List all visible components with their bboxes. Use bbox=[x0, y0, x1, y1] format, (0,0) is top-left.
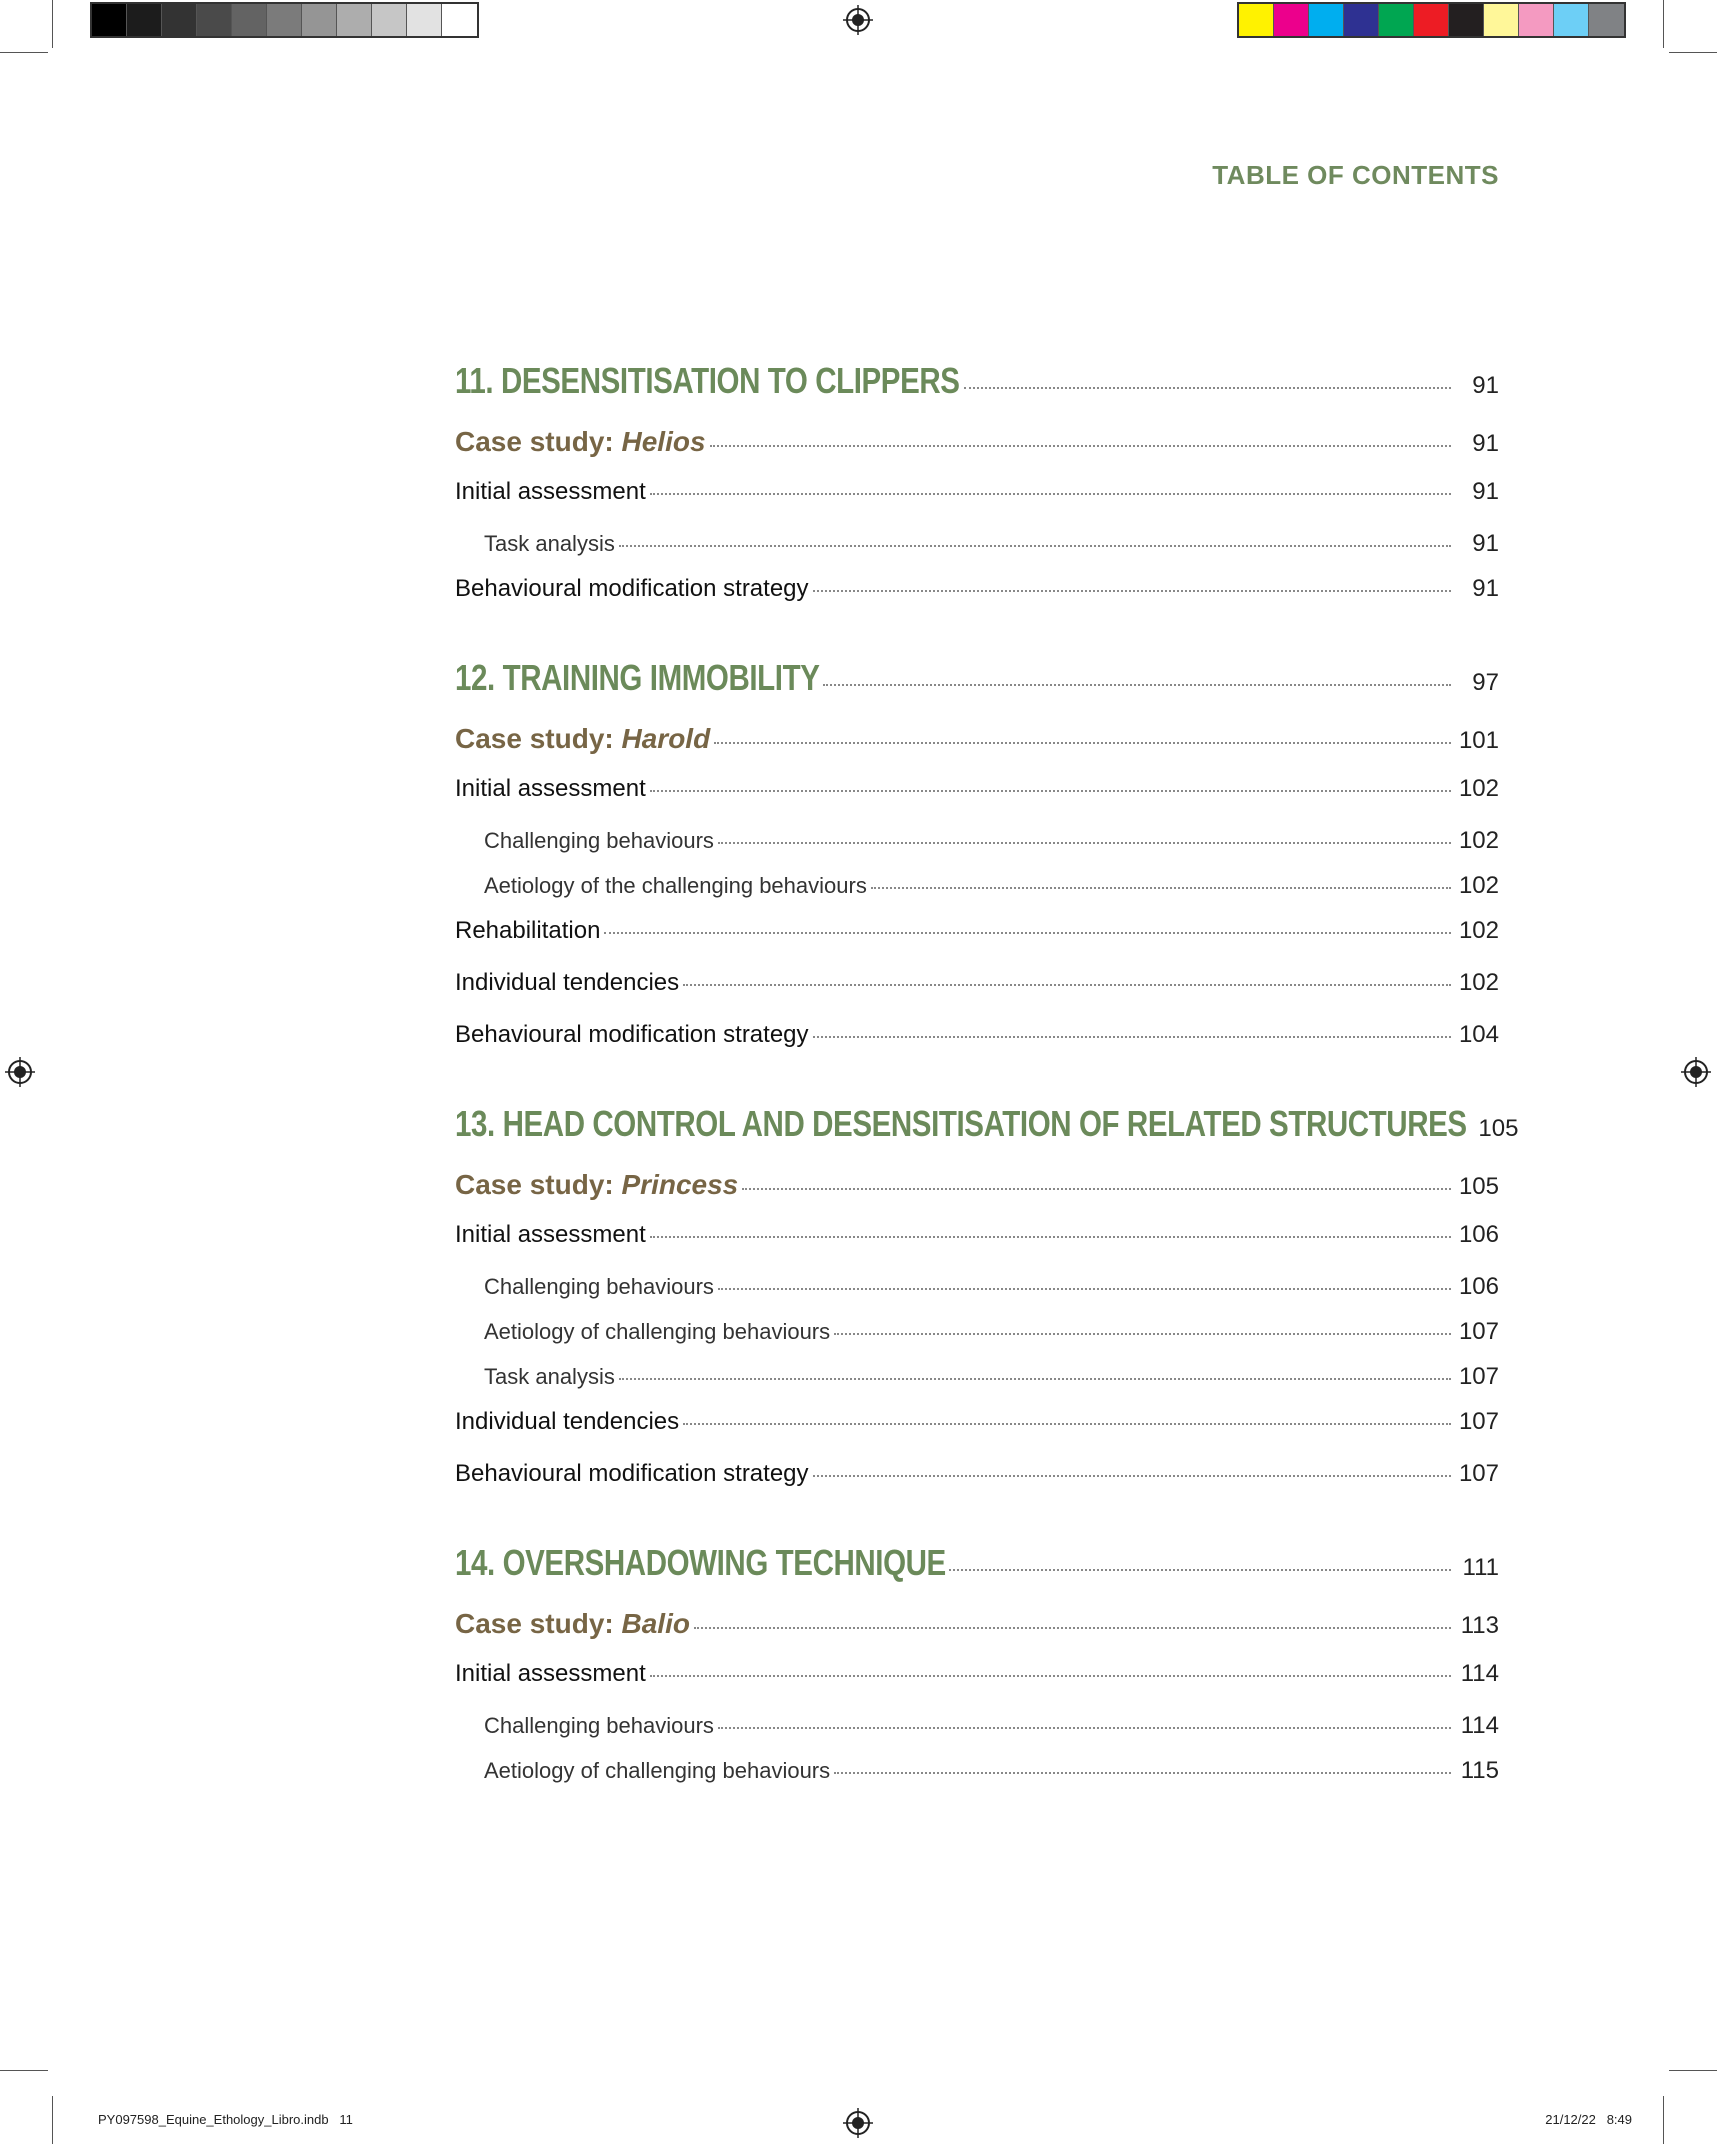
section-title: Individual tendencies bbox=[455, 1408, 680, 1435]
dot-leader bbox=[718, 840, 1451, 844]
dot-leader bbox=[813, 588, 1451, 592]
toc-entry-sub[interactable] bbox=[455, 1363, 1499, 1399]
crop-mark bbox=[1663, 2096, 1664, 2144]
case-study-prefix: Case study: bbox=[455, 723, 622, 754]
toc-entry-sec[interactable] bbox=[455, 1221, 1499, 1261]
dot-leader bbox=[710, 443, 1451, 447]
registration-mark-icon bbox=[1681, 1057, 1711, 1087]
page-number: 113 bbox=[1460, 1612, 1499, 1639]
case-study-name: Harold bbox=[621, 723, 711, 754]
color-swatch bbox=[267, 4, 302, 36]
grayscale-color-bar bbox=[90, 2, 479, 38]
color-swatch bbox=[1554, 4, 1589, 36]
page-number: 102 bbox=[1458, 872, 1499, 899]
page-number: 115 bbox=[1460, 1757, 1499, 1784]
color-swatch bbox=[197, 4, 232, 36]
toc-entry-sec[interactable] bbox=[455, 1021, 1499, 1061]
toc-entry-sub[interactable] bbox=[455, 530, 1499, 566]
crop-mark bbox=[0, 52, 48, 53]
color-swatch bbox=[127, 4, 162, 36]
case-study-name: Helios bbox=[621, 426, 706, 457]
case-study-title bbox=[455, 1169, 738, 1201]
dot-leader bbox=[871, 885, 1451, 889]
color-swatch bbox=[92, 4, 127, 36]
subsection-title: Challenging behaviours bbox=[484, 1713, 714, 1738]
running-head: TABLE OF CONTENTS bbox=[1212, 160, 1499, 190]
case-study-prefix: Case study: bbox=[455, 1608, 622, 1639]
toc-entry-case[interactable] bbox=[455, 723, 1499, 765]
dot-leader bbox=[823, 682, 1451, 686]
dot-leader bbox=[604, 930, 1451, 934]
case-study-title bbox=[455, 723, 710, 755]
case-study-title bbox=[455, 426, 706, 458]
crop-mark bbox=[1669, 2070, 1717, 2071]
toc-entry-sub[interactable] bbox=[455, 872, 1499, 908]
dot-leader bbox=[949, 1567, 1451, 1571]
file-info: PY097598_Equine_Ethology_Libro.indb 11 bbox=[98, 2112, 353, 2127]
section-gap bbox=[455, 1073, 1499, 1103]
color-swatch bbox=[1589, 4, 1624, 36]
dot-leader bbox=[834, 1770, 1451, 1774]
page-number: 102 bbox=[1458, 969, 1499, 996]
section-title: Behavioural modification strategy bbox=[455, 1460, 809, 1487]
dot-leader bbox=[683, 982, 1451, 986]
page-number: 102 bbox=[1458, 775, 1499, 802]
color-swatch bbox=[232, 4, 267, 36]
section-title: Behavioural modification strategy bbox=[455, 575, 809, 602]
case-study-title bbox=[455, 1608, 690, 1640]
section-title: Individual tendencies bbox=[455, 969, 680, 996]
toc-entry-chap[interactable] bbox=[455, 1103, 1519, 1159]
chapter-title: 12. TRAINING IMMOBILITY bbox=[455, 657, 820, 698]
chapter-title: 14. OVERSHADOWING TECHNIQUE bbox=[455, 1542, 946, 1583]
dot-leader bbox=[619, 543, 1451, 547]
color-swatch bbox=[407, 4, 442, 36]
toc-entry-chap[interactable] bbox=[455, 657, 1499, 713]
dot-leader bbox=[619, 1376, 1451, 1380]
registration-mark-icon bbox=[843, 2108, 873, 2138]
toc-entry-sec[interactable] bbox=[455, 969, 1499, 1009]
crop-mark bbox=[0, 2070, 48, 2071]
subsection-title: Aetiology of challenging behaviours bbox=[484, 1319, 831, 1344]
subsection-title: Aetiology of the challenging behaviours bbox=[484, 873, 867, 898]
color-swatch bbox=[1309, 4, 1344, 36]
subsection-title: Task analysis bbox=[484, 1364, 615, 1389]
case-study-name: Balio bbox=[621, 1608, 690, 1639]
crop-mark bbox=[1669, 52, 1717, 53]
dot-leader bbox=[964, 385, 1451, 389]
toc-entry-sec[interactable] bbox=[455, 917, 1499, 957]
subsection-title: Task analysis bbox=[484, 531, 615, 556]
page-number: 106 bbox=[1458, 1221, 1499, 1248]
page-number: 114 bbox=[1460, 1660, 1499, 1687]
crop-mark bbox=[1663, 0, 1664, 48]
toc-entry-sec[interactable] bbox=[455, 775, 1499, 815]
section-title: Initial assessment bbox=[455, 478, 646, 505]
page-number: 107 bbox=[1458, 1318, 1499, 1345]
subsection-title: Aetiology of challenging behaviours bbox=[484, 1758, 831, 1783]
toc-entry-sub[interactable] bbox=[455, 1318, 1499, 1354]
page-number: 107 bbox=[1458, 1363, 1499, 1390]
color-swatch bbox=[1379, 4, 1414, 36]
chapter-title: 11. DESENSITISATION TO CLIPPERS bbox=[455, 360, 960, 401]
toc-entry-chap[interactable] bbox=[455, 360, 1499, 416]
crop-mark bbox=[52, 0, 53, 48]
color-swatch bbox=[302, 4, 337, 36]
page-number: 101 bbox=[1458, 727, 1499, 754]
toc-entry-sec[interactable] bbox=[455, 1460, 1499, 1500]
dot-leader bbox=[650, 491, 1451, 495]
toc-entry-chap[interactable] bbox=[455, 1542, 1499, 1598]
page-number: 106 bbox=[1458, 1273, 1499, 1300]
section-gap bbox=[455, 627, 1499, 657]
color-swatch bbox=[1484, 4, 1519, 36]
toc-entry-sec[interactable] bbox=[455, 575, 1499, 615]
crop-mark bbox=[52, 2096, 53, 2144]
dot-leader bbox=[694, 1625, 1451, 1629]
toc-entry-sec[interactable] bbox=[455, 1408, 1499, 1448]
page-number: 97 bbox=[1472, 669, 1499, 696]
page-number: 111 bbox=[1462, 1554, 1499, 1581]
dot-leader bbox=[718, 1725, 1451, 1729]
color-swatch bbox=[1449, 4, 1484, 36]
case-study-name: Princess bbox=[621, 1169, 739, 1200]
page-number: 102 bbox=[1458, 827, 1499, 854]
case-study-prefix: Case study: bbox=[455, 426, 622, 457]
dot-leader bbox=[742, 1186, 1451, 1190]
toc-entry-case[interactable] bbox=[455, 1169, 1499, 1211]
toc-entry-sec[interactable] bbox=[455, 478, 1499, 518]
page-number: 91 bbox=[1472, 430, 1499, 457]
dot-leader bbox=[714, 740, 1451, 744]
toc-entry-sec[interactable] bbox=[455, 1660, 1499, 1700]
registration-mark-icon bbox=[5, 1057, 35, 1087]
dot-leader bbox=[683, 1421, 1451, 1425]
section-title: Behavioural modification strategy bbox=[455, 1021, 809, 1048]
page-number: 114 bbox=[1460, 1712, 1499, 1739]
section-gap bbox=[455, 1512, 1499, 1542]
page-number: 91 bbox=[1472, 530, 1499, 557]
registration-mark-icon bbox=[843, 5, 873, 35]
toc-entry-sub[interactable] bbox=[455, 1712, 1499, 1748]
dot-leader bbox=[718, 1286, 1451, 1290]
color-swatch bbox=[337, 4, 372, 36]
dot-leader bbox=[813, 1473, 1451, 1477]
process-color-bar bbox=[1237, 2, 1626, 38]
toc-entry-sub[interactable] bbox=[455, 1273, 1499, 1309]
section-title: Rehabilitation bbox=[455, 917, 601, 944]
dot-leader bbox=[834, 1331, 1451, 1335]
toc-entry-case[interactable] bbox=[455, 1608, 1499, 1650]
page-number: 105 bbox=[1478, 1115, 1519, 1142]
subsection-title: Challenging behaviours bbox=[484, 1274, 714, 1299]
dot-leader bbox=[650, 788, 1451, 792]
page-number: 91 bbox=[1472, 372, 1499, 399]
chapter-title: 13. HEAD CONTROL AND DESENSITISATION OF RELATED STRUCTURES bbox=[455, 1103, 1467, 1144]
subsection-title: Challenging behaviours bbox=[484, 828, 714, 853]
color-swatch bbox=[1414, 4, 1449, 36]
page-number: 107 bbox=[1458, 1408, 1499, 1435]
color-swatch bbox=[442, 4, 477, 36]
color-swatch bbox=[1274, 4, 1309, 36]
color-swatch bbox=[1239, 4, 1274, 36]
section-title: Initial assessment bbox=[455, 1221, 646, 1248]
color-swatch bbox=[1344, 4, 1379, 36]
section-title: Initial assessment bbox=[455, 775, 646, 802]
dot-leader bbox=[650, 1234, 1451, 1238]
page-number: 107 bbox=[1458, 1460, 1499, 1487]
page-number: 105 bbox=[1458, 1173, 1499, 1200]
print-timestamp: 21/12/22 8:49 bbox=[1545, 2112, 1632, 2127]
dot-leader bbox=[813, 1034, 1451, 1038]
color-swatch bbox=[1519, 4, 1554, 36]
dot-leader bbox=[650, 1673, 1451, 1677]
table-of-contents bbox=[455, 360, 1519, 1802]
color-swatch bbox=[162, 4, 197, 36]
page-number: 104 bbox=[1458, 1021, 1499, 1048]
page-number: 91 bbox=[1472, 575, 1499, 602]
toc-entry-sub[interactable] bbox=[455, 827, 1499, 863]
toc-entry-case[interactable] bbox=[455, 426, 1499, 468]
toc-entry-sub[interactable] bbox=[455, 1757, 1499, 1793]
case-study-prefix: Case study: bbox=[455, 1169, 622, 1200]
color-swatch bbox=[372, 4, 407, 36]
page-number: 102 bbox=[1458, 917, 1499, 944]
section-title: Initial assessment bbox=[455, 1660, 646, 1687]
page-number: 91 bbox=[1472, 478, 1499, 505]
